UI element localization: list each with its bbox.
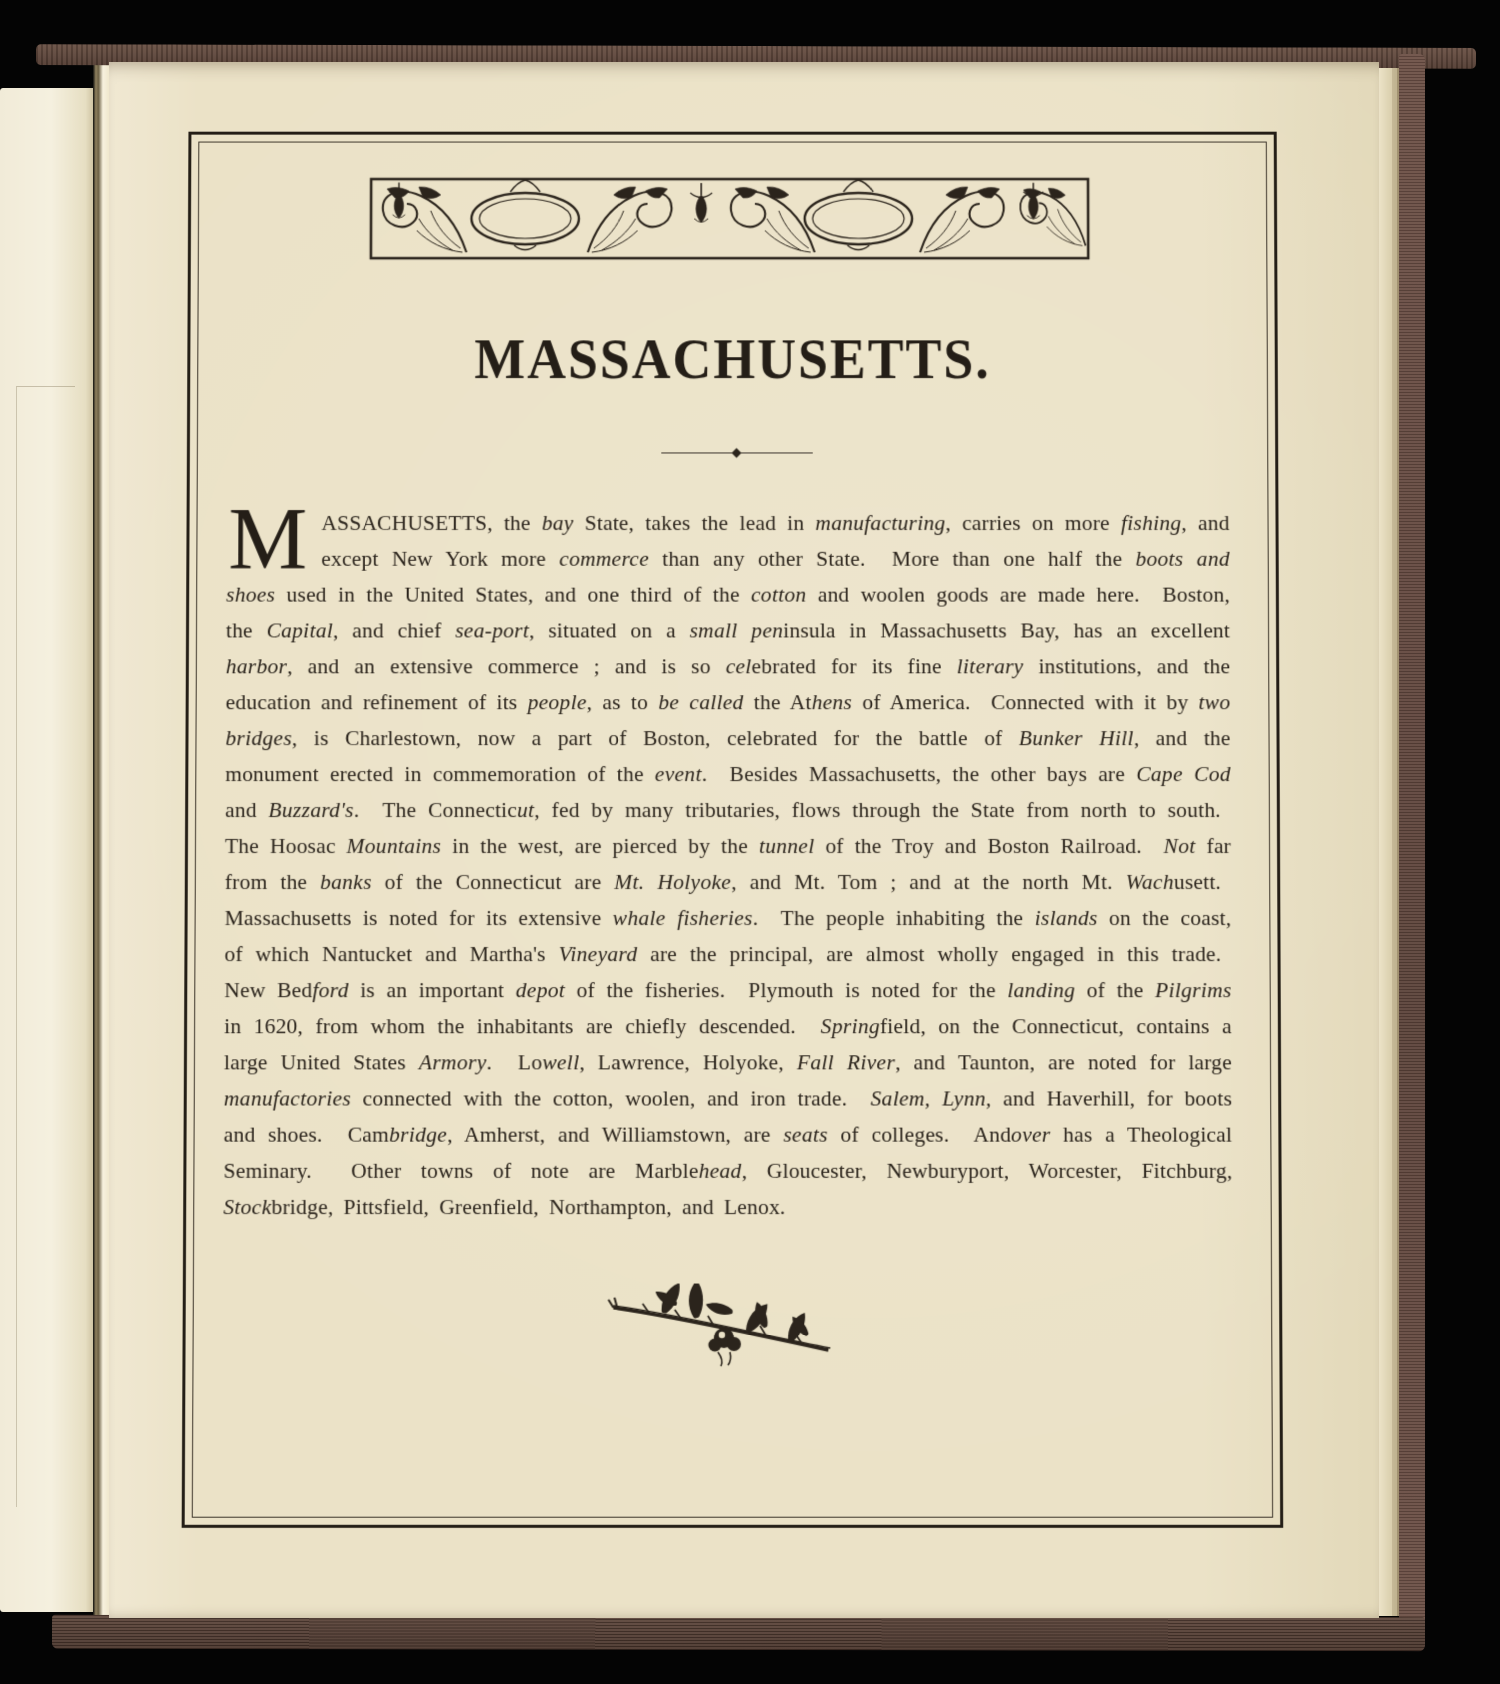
book-cover-right-edge xyxy=(1399,54,1425,1650)
atlas-page xyxy=(109,62,1379,1618)
page-border-frame xyxy=(182,132,1284,1528)
body-text xyxy=(223,489,1233,1225)
body-text-run: ASSACHUSETTS, the bay State, takes the lead in manufacturing, carries on more fishing, and except New York more commerce than any other State. More than one half the boots and shoes used in the United States, and one third of the cotton and woolen goods are made here. Boston, the Capital, and chief sea-port, situated on a small peninsula in Massachusetts Bay, has an excellent harbor, and an extensive commerce ; and is so celebrated for its fine literary institutions, and the education and refinement of its people, as to be called the Athens of America. Connected with it by two bridges, is Charlestown, now a part of Boston, celebrated for the battle of Bunker Hill, and the monument erected in commemoration of the event. Besides Massachusetts, the other bays are Cape Cod and Buzzard's. The Connecticut, fed by many tributaries, flows through the State from north to south. The Hoosac Mountains in the west, are pierced by the tunnel of the Troy and Boston Railroad. Not far from the banks of the Connecticut are Mt. Holyoke, and Mt. Tom ; and at the north Mt. Wachusett. Massachusetts is noted for its extensive whale fisheries. The people inhabiting the islands on the coast, of which Nantucket and Martha's Vineyard are the principal, are almost wholly engaged in this trade. New Bedford is an important depot of the fisheries. Plymouth is noted for the landing of the Pilgrims in 1620, from whom the inhabitants are chiefly descended. Springfield, on the Connecticut, contains a large United States Armory. Lowell, Lawrence, Holyoke, Fall River, and Taunton, are noted for large manufactories connected with the cotton, woolen, and iron trade. Salem, Lynn, and Haverhill, for boots and shoes. Cambridge, Amherst, and Williamstown, are seats of colleges. Andover has a Theological Seminary. Other towns of note are Marblehead, Gloucester, Newburyport, Worcester, Fitchburg, Stockbridge, Pittsfield, Greenfield, Northampton, and Lenox. xyxy=(223,510,1233,1219)
divider-diamond-icon xyxy=(731,448,741,458)
printed-area xyxy=(105,68,1384,1623)
footer-floral-sprig-icon xyxy=(605,1284,836,1377)
title-divider xyxy=(661,451,812,454)
page-title: MASSACHUSETTS. xyxy=(474,328,991,391)
dropcap-letter: M xyxy=(228,489,308,588)
header-ornament-band-icon xyxy=(369,177,1090,260)
sprig-flower xyxy=(708,1328,741,1366)
facing-page-edge xyxy=(0,88,93,1612)
